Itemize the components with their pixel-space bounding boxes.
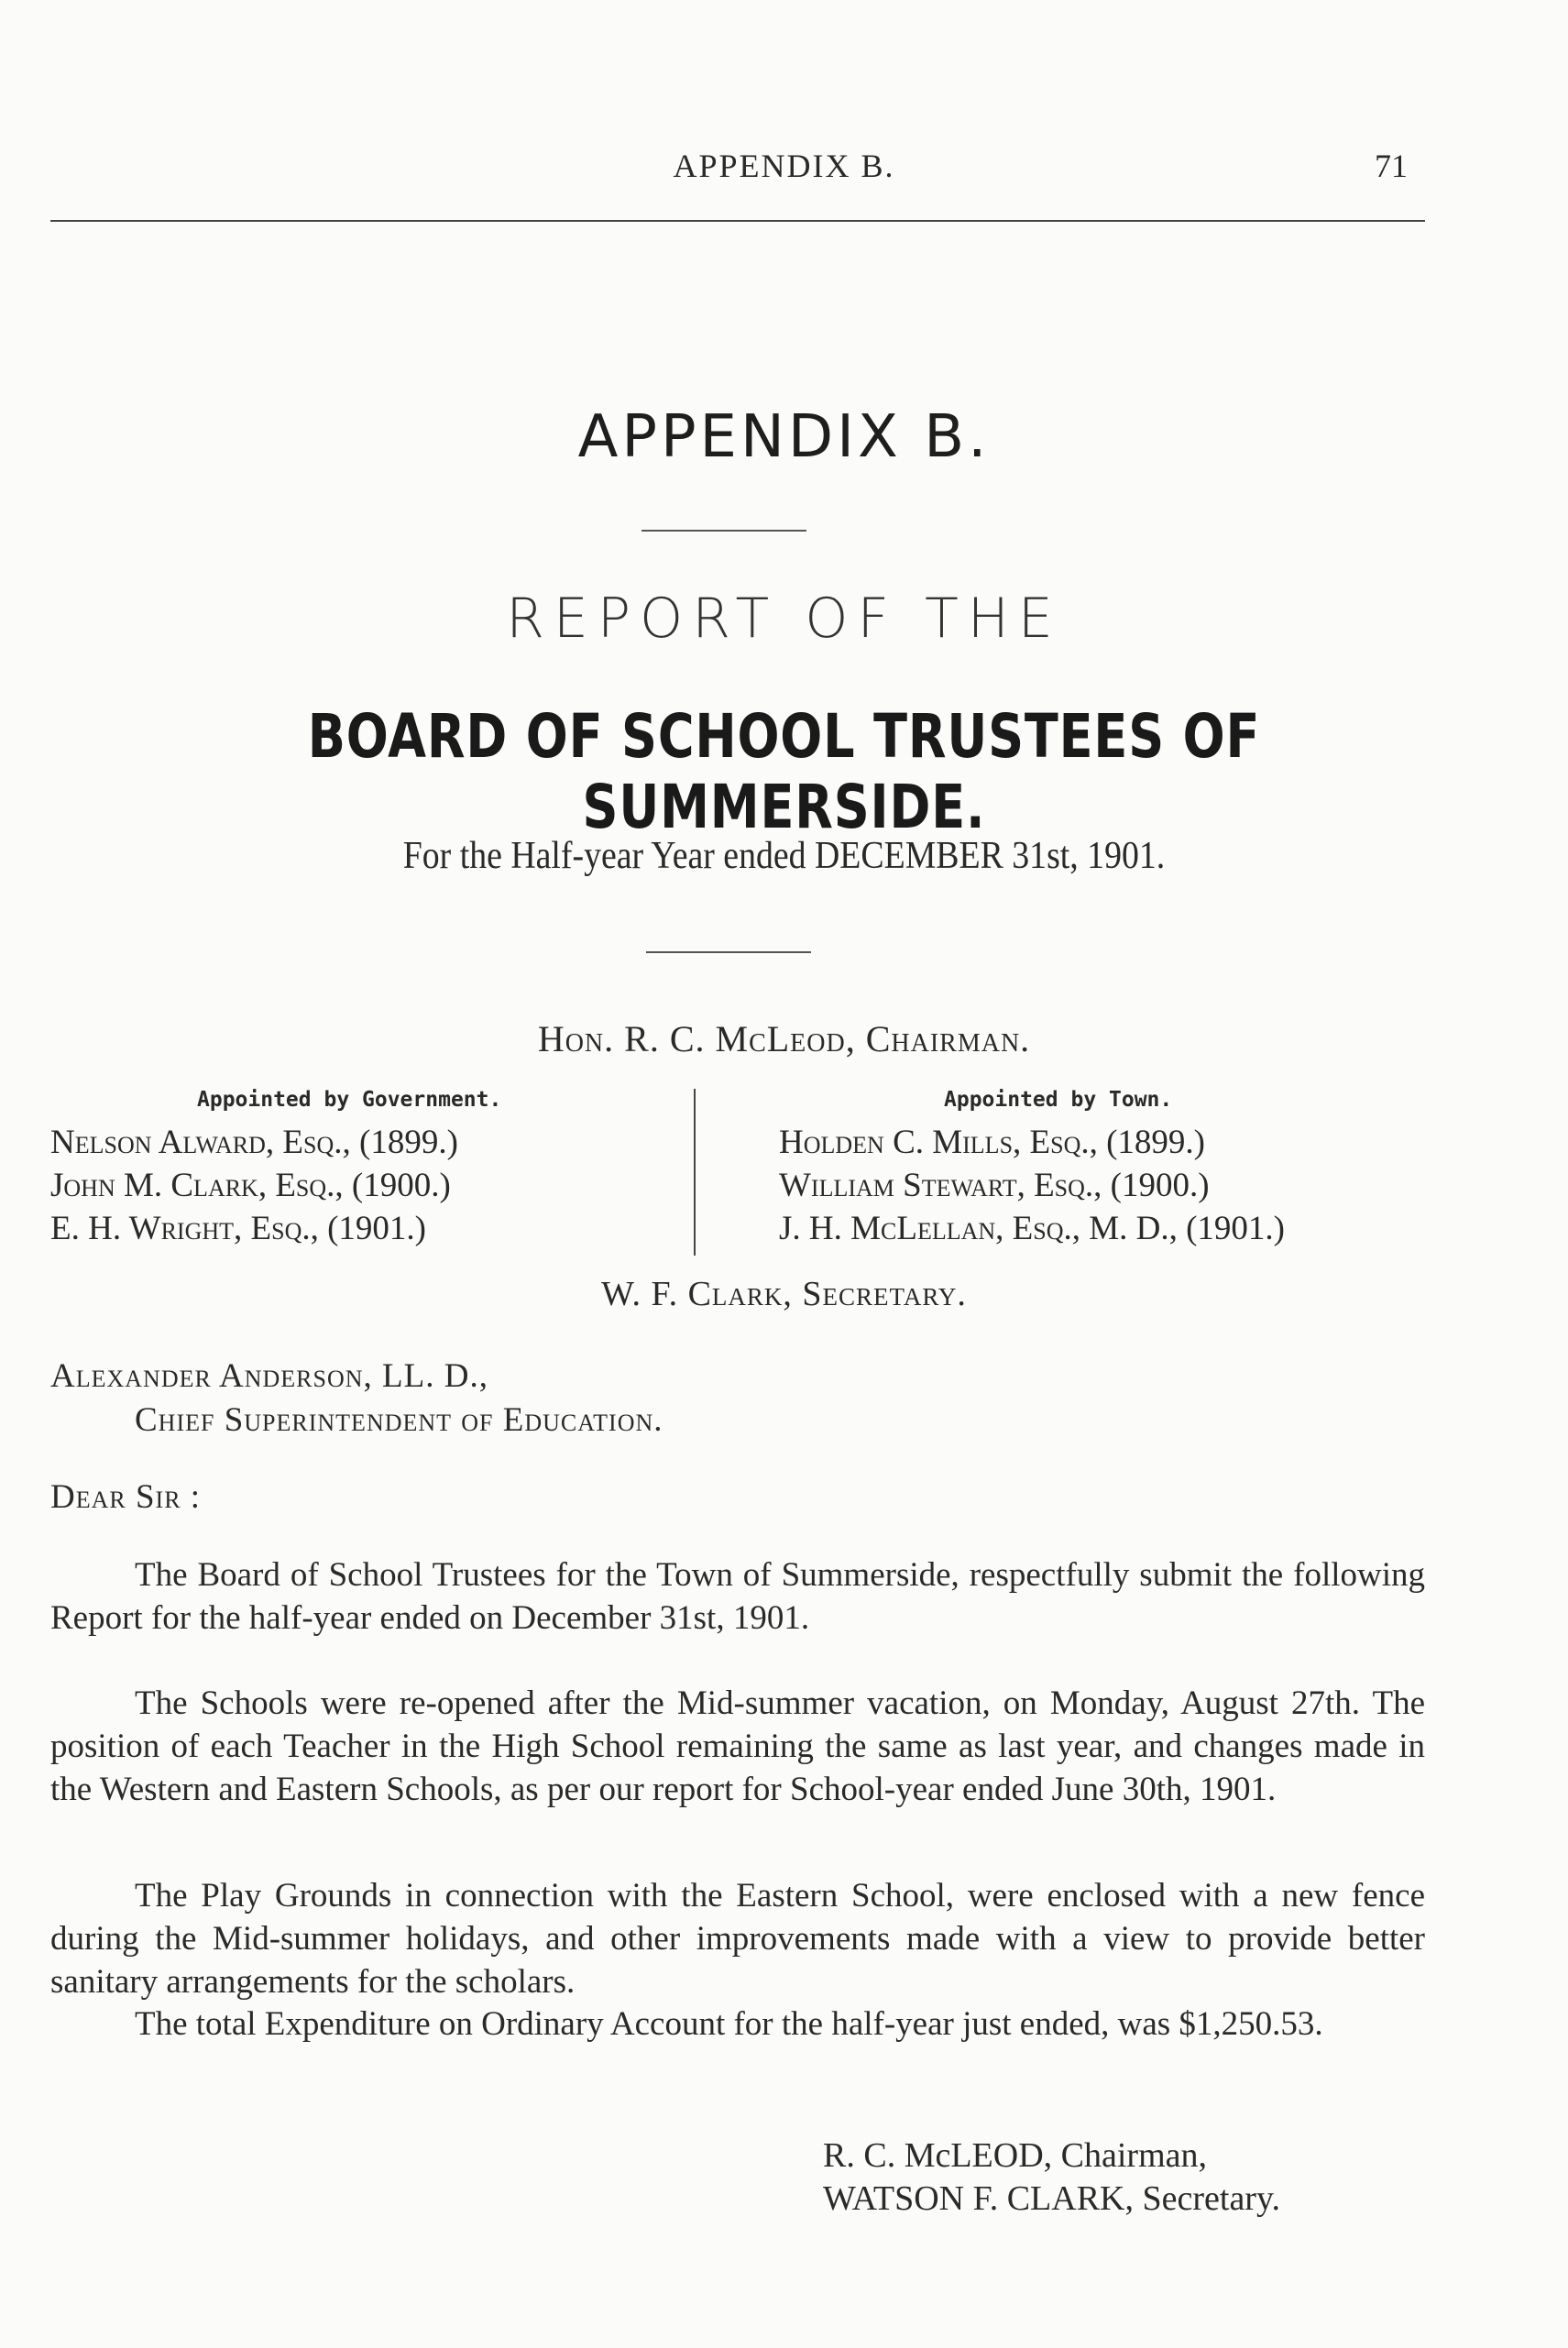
- chairman-signature: R. C. McLEOD, Chairman,: [823, 2136, 1208, 2175]
- addressee-name: Alexander Anderson, LL. D.,: [50, 1357, 488, 1395]
- appendix-heading: APPENDIX B.: [577, 403, 991, 471]
- town-member: Holden C. Mills, Esq., (1899.): [779, 1124, 1206, 1161]
- header-rule: [50, 220, 1425, 222]
- divider-rule: [646, 951, 811, 953]
- letter-paragraph: The Play Grounds in connection with the Eastern School, were enclosed with a new fence during the Mid-summer holidays, and other improvements made with a view to provide better sanitary arrangements for the scholars.: [50, 1877, 1425, 2001]
- running-title: APPENDIX B.: [673, 148, 895, 184]
- column-divider: [694, 1089, 696, 1256]
- secretary-line: W. F. Clark, Secretary.: [601, 1275, 967, 1313]
- government-column-label: Appointed by Government.: [197, 1088, 502, 1112]
- government-member: E. H. Wright, Esq., (1901.): [50, 1210, 426, 1247]
- addressee-title: Chief Superintendent of Education.: [135, 1401, 663, 1439]
- secretary-signature: WATSON F. CLARK, Secretary.: [823, 2179, 1280, 2218]
- board-title: BOARD OF SCHOOL TRUSTEES OF SUMMERSIDE.: [307, 701, 1261, 842]
- page-number: 71: [1375, 148, 1408, 184]
- town-member: William Stewart, Esq., (1900.): [779, 1167, 1210, 1204]
- letter-paragraph: The total Expenditure on Ordinary Account for the half-year just ended, was $1,250.53.: [135, 2005, 1323, 2043]
- chairman-line: Hon. R. C. McLeod, Chairman.: [537, 1018, 1031, 1059]
- government-member: John M. Clark, Esq., (1900.): [50, 1167, 451, 1204]
- letter-paragraph: The Board of School Trustees for the Town of Summerside, respectfully submit the following Report for the half-year ended on December 31st, 1901.: [50, 1556, 1425, 1637]
- government-member: Nelson Alward, Esq., (1899.): [50, 1124, 458, 1161]
- report-of-heading: REPORT OF THE: [506, 587, 1062, 651]
- salutation: Dear Sir :: [50, 1478, 202, 1516]
- divider-rule: [641, 530, 806, 532]
- town-column-label: Appointed by Town.: [944, 1088, 1173, 1112]
- report-period: For the Half-year Year ended DECEMBER 31st, 1901.: [402, 835, 1166, 877]
- town-member: J. H. McLellan, Esq., M. D., (1901.): [779, 1210, 1286, 1247]
- letter-paragraph: The Schools were re-opened after the Mid-summer vacation, on Monday, August 27th. The position of each Teacher in the High School remaining the same as last year, and changes made in the Western and Eastern Schools, as per our report for School-year ended June 30th, 1901.: [50, 1684, 1425, 1808]
